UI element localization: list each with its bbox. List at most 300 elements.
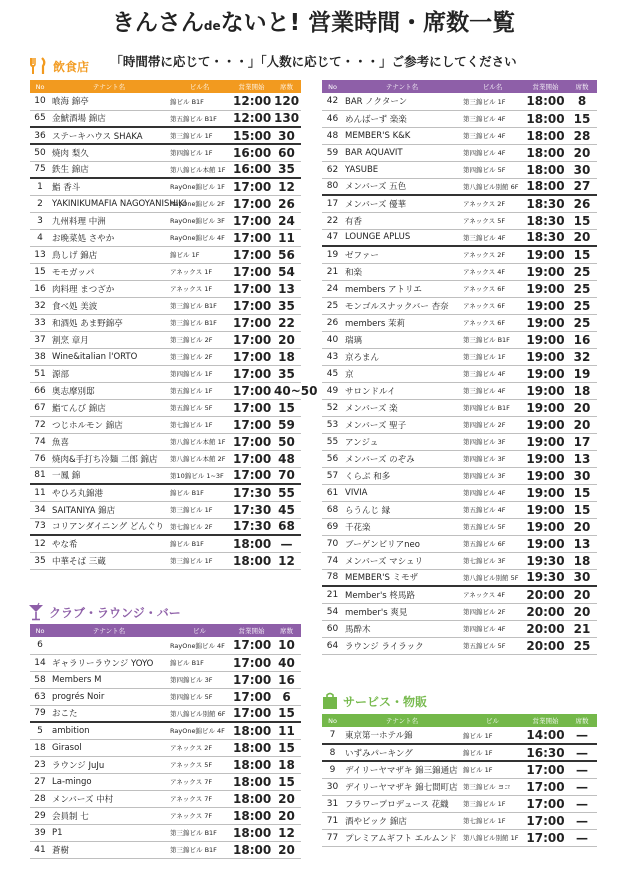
table-row [30,110,301,127]
row-number: 54 [322,603,343,620]
food-table [30,80,318,570]
tenant-name: くらぶ 和多 [343,467,461,484]
seat-count: 15 [567,484,597,501]
building-name: 錦ビル 1F [461,761,524,778]
building-name: 第四錦ビル B1F [461,399,524,416]
building-name: RayOne錦ビル 4F [168,722,231,739]
open-time: 20:00 [524,637,567,654]
tenant-name: 鉄生 錦店 [50,161,168,178]
table-row [322,178,597,195]
building-name: 第四錦ビル 1F [168,144,231,161]
open-time: 17:30 [233,485,272,500]
building-name: アネックス 1F [168,280,231,297]
seat-count: 15 [272,399,301,416]
seat-count: 55 [272,484,301,501]
building-name: 第三錦ビル 2F [168,348,231,365]
building-name: アネックス 6F [461,314,524,331]
row-number: 18 [30,739,50,756]
seat-count: 70 [272,467,301,484]
row-number: 19 [322,246,343,263]
table-row [322,795,597,812]
club-table-right [322,80,597,655]
row-number: 38 [30,348,50,365]
open-time: 18:00 [233,757,272,772]
open-time: 18:00 [233,553,272,568]
seat-count: 11 [272,229,301,246]
open-time: 15:00 [233,128,272,143]
tenant-name: members 茉莉 [343,314,461,331]
building-name: 第四錦ビル 5F [461,161,524,178]
seat-count: 12 [272,178,301,195]
building-name: 第三錦ビル 4F [461,110,524,127]
tenant-name: モモガッパ [50,263,168,280]
col-building: ビル名 [461,80,524,93]
row-number: 71 [322,812,343,829]
building-name: アネックス 7F [168,807,231,824]
open-time: 16:30 [524,744,567,761]
open-time: 17:00 [233,196,272,211]
tenant-name: フラワープロデュース 花織 [343,795,461,812]
building-name: 第三錦ビル 1F [168,127,231,144]
open-time: 18:00 [524,161,567,178]
seat-count: 25 [567,297,597,314]
table-row [322,727,597,744]
building-name: 第三錦ビル B1F [168,824,231,841]
seat-count: 16 [567,331,597,348]
club-section-title: クラブ・ラウンジ・バー [49,605,181,620]
row-number: 23 [30,756,50,773]
table-row [322,110,597,127]
tenant-name: BAR ノクターン [343,93,461,110]
table-row [322,144,597,161]
row-number: 4 [30,229,50,246]
col-open: 営業開始 [231,80,272,93]
seat-count: 40~50 [274,383,318,398]
open-time: 17:00 [233,264,272,279]
tenant-name: 奥志摩別邸 [50,382,168,399]
open-time: 19:30 [524,569,567,586]
open-time: 19:00 [524,246,567,263]
open-time: 18:00 [233,791,272,806]
open-time: 18:00 [524,127,567,144]
open-time: 18:30 [524,229,567,246]
building-name: 第四錦ビル 1F [168,365,231,382]
row-number: 46 [322,110,343,127]
seat-count: 13 [567,535,597,552]
open-time: 18:00 [233,740,272,755]
open-time: 20:00 [524,603,567,620]
open-time: 12:00 [233,111,272,126]
table-row [30,314,301,331]
table-row [322,812,597,829]
row-number: 8 [322,744,343,761]
table-row [322,552,597,569]
row-number: 79 [30,705,50,722]
tenant-name: おこた [50,705,168,722]
row-number: 52 [322,399,343,416]
seat-count: — [567,795,597,812]
building-name: アネックス 4F [461,263,524,280]
building-name: 第四錦ビル 5F [168,688,231,705]
row-number: 17 [322,195,343,212]
open-time: 17:00 [233,366,272,381]
seat-count: — [567,727,597,744]
building-name: 第八錦ビル別館 6F [168,705,231,722]
table-row [322,212,597,229]
table-row [30,654,301,671]
row-number: 11 [30,484,50,501]
building-name: 第三錦ビル 4F [461,229,524,246]
building-name: 錦ビル B1F [168,654,231,671]
row-number: 16 [30,280,50,297]
building-name: 第三錦ビル B1F [168,314,231,331]
table-row [30,229,301,246]
tenant-name: 食べ処 美波 [50,297,168,314]
table-row [322,161,597,178]
table-row [30,552,301,569]
tenant-name: めんばーず 楽楽 [343,110,461,127]
building-name: アネックス 1F [168,263,231,280]
open-time: 17:00 [233,213,272,228]
row-number: 32 [30,297,50,314]
open-time: 19:00 [524,535,567,552]
tenant-name: やな希 [50,535,168,552]
building-name: 第八錦ビル別館 6F [461,178,524,195]
seat-count: 20 [567,518,597,535]
col-no: No [30,80,50,93]
seat-count: 28 [567,127,597,144]
row-number: 58 [30,671,50,688]
seat-count: 20 [567,416,597,433]
seat-count: 68 [272,518,301,535]
open-time: 18:30 [524,212,567,229]
open-time: 19:00 [524,314,567,331]
seat-count: 15 [567,246,597,263]
tenant-name: 和楽 [343,263,461,280]
tenant-name: VIVIA [343,484,461,501]
row-number: 78 [322,569,343,586]
building-name: アネックス 2F [461,195,524,212]
table-row [30,484,301,501]
seat-count: — [567,812,597,829]
tenant-name: メンバーズ マシェリ [343,552,461,569]
table-row [322,744,597,761]
table-row [30,467,301,484]
seat-count: 6 [272,688,301,705]
row-number: 24 [322,280,343,297]
row-number: 7 [322,727,343,744]
table-row [322,586,597,603]
open-time: 17:00 [233,434,272,449]
table-row [30,450,301,467]
open-time: 14:00 [524,727,567,744]
building-name: 第八錦ビル本館 1F [168,433,231,450]
open-time: 19:00 [524,501,567,518]
tenant-name: member's 爽見 [343,603,461,620]
col-open: 営業開始 [231,624,272,637]
row-number: 67 [30,399,50,416]
building-name: 第七錦ビル 3F [461,552,524,569]
tenant-name: ステーキハウス SHAKA [50,127,168,144]
seat-count: 18 [567,382,597,399]
open-time: 17:30 [233,519,272,534]
row-number: 1 [30,178,50,195]
building-name: 第七錦ビル 2F [168,518,231,535]
row-number: 10 [30,93,50,110]
row-number: 51 [30,365,50,382]
open-time: 19:30 [524,552,567,569]
seat-count: 59 [272,416,301,433]
open-time: 20:00 [524,620,567,637]
open-time: 19:00 [524,331,567,348]
table-row [322,484,597,501]
tenant-name: 和酒処 あま野錦亭 [50,314,168,331]
row-number: 55 [322,433,343,450]
tenant-name: 会員制 七 [50,807,168,824]
col-seats: 席数 [567,714,597,727]
row-number: 74 [30,433,50,450]
open-time: 19:00 [524,280,567,297]
table-row [322,637,597,654]
row-number: 59 [322,144,343,161]
open-time: 18:00 [233,808,272,823]
table-row [30,705,301,722]
seat-count: 32 [567,348,597,365]
row-number: 39 [30,824,50,841]
row-number: 64 [322,637,343,654]
tenant-name: サロンドルイ [343,382,461,399]
col-name: テナント名 [50,624,168,637]
open-time: 18:00 [233,842,272,857]
tenant-name: 酒やビック 錦店 [343,812,461,829]
seat-count: 13 [567,450,597,467]
table-row [30,93,301,110]
seat-count: 22 [272,314,301,331]
seat-count: 30 [567,467,597,484]
building-name: アネックス 4F [461,586,524,603]
seat-count: 15 [567,110,597,127]
table-row [30,739,301,756]
table-row [322,603,597,620]
table-row [322,331,597,348]
seat-count: — [567,778,597,795]
table-row [30,399,301,416]
tenant-name: プレミアムギフト エルムンド [343,829,461,846]
row-number: 60 [322,620,343,637]
open-time: 17:00 [233,332,272,347]
tenant-name: 金鯱酒場 錦店 [50,110,168,127]
tenant-name: コリアンダイニング どんぐり [50,518,168,535]
table-row [30,433,301,450]
service-section-header [322,692,427,710]
row-number: 73 [30,518,50,535]
building-name: 錦ビル 1F [461,744,524,761]
table-row [322,778,597,795]
open-time: 19:00 [524,518,567,535]
service-section-title: サービス・物販 [343,694,428,709]
cocktail-glass-icon [28,603,44,621]
table-row [30,195,301,212]
table-row [30,722,301,739]
row-number: 69 [322,518,343,535]
table-row [30,365,301,382]
open-time: 17:00 [524,778,567,795]
row-number: 15 [30,263,50,280]
seat-count: 18 [567,552,597,569]
building-name: 第五錦ビル 5F [168,399,231,416]
seat-count: 20 [272,807,301,824]
tenant-name: 九州料理 中洲 [50,212,168,229]
service-table [322,714,597,847]
building-name: アネックス 2F [461,246,524,263]
open-time: 17:00 [233,672,272,687]
col-building: ビル名 [168,80,231,93]
row-number: 61 [322,484,343,501]
seat-count: 30 [272,127,301,144]
building-name: 第三錦ビル B1F [461,331,524,348]
food-section-title: 飲食店 [53,59,90,74]
building-name: 第三錦ビル 4F [461,382,524,399]
seat-count: — [272,535,301,552]
building-name: 第三錦ビル 4F [461,127,524,144]
row-number: 50 [30,144,50,161]
seat-count: 50 [272,433,301,450]
building-name: RayOne錦ビル 4F [168,229,231,246]
tenant-name: Member's 柊馬路 [343,586,461,603]
seat-count: 20 [272,841,301,858]
seat-count: 130 [274,111,300,126]
tenant-name: 京 [343,365,461,382]
open-time: 17:00 [233,230,272,245]
table-row [30,824,301,841]
table-row [322,382,597,399]
row-number: 57 [322,467,343,484]
table-row [30,263,301,280]
col-name: テナント名 [343,80,461,93]
col-open: 営業開始 [524,80,567,93]
tenant-name: デイリーヤマザキ 錦七間町店 [343,778,461,795]
tenant-name: つじホルモン 錦店 [50,416,168,433]
tenant-name: メンバーズ 聖子 [343,416,461,433]
col-name: テナント名 [343,714,461,727]
building-name: 錦ビル 1F [461,727,524,744]
seat-count: 13 [272,280,301,297]
tenant-name: ブーゲンビリアneo [343,535,461,552]
open-time: 19:00 [524,399,567,416]
tenant-name: BAR AQUAVIT [343,144,461,161]
open-time: 17:00 [233,468,272,483]
table-row [30,773,301,790]
col-building: ビル [461,714,524,727]
table-row [322,399,597,416]
row-number: 47 [322,229,343,246]
tenant-name: YAKINIKUMAFIA NAGOYANISHIKI [50,195,168,212]
seat-count: 56 [272,246,301,263]
row-number: 49 [322,382,343,399]
tenant-name: いずみパーキング [343,744,461,761]
open-time: 18:00 [233,774,272,789]
tenant-name: モンゴルスナックバー 杏奈 [343,297,461,314]
row-number: 74 [322,552,343,569]
table-row [30,841,301,858]
table-row [322,450,597,467]
tenant-name: 一鳳 錦 [50,467,168,484]
table-row [322,829,597,846]
open-time: 19:00 [524,365,567,382]
tenant-name: LOUNGE APLUS [343,229,461,246]
building-name: アネックス 6F [461,280,524,297]
open-time: 18:00 [233,536,272,551]
row-number: 33 [30,314,50,331]
tenant-name: メンバーズ 楽 [343,399,461,416]
row-number: 48 [322,127,343,144]
open-time: 19:00 [524,450,567,467]
row-number: 35 [30,552,50,569]
seat-count: 20 [567,603,597,620]
row-number: 62 [322,161,343,178]
seat-count: — [567,829,597,846]
seat-count: 26 [567,195,597,212]
building-name: アネックス 2F [168,739,231,756]
building-name: 第四錦ビル 2F [461,416,524,433]
building-name: 第七錦ビル 1F [461,812,524,829]
table-row [322,314,597,331]
building-name: アネックス 7F [168,790,231,807]
table-row [322,518,597,535]
tenant-name [50,637,168,654]
tenant-name: progrés Noir [50,688,168,705]
tenant-name: 千花楽 [343,518,461,535]
building-name: アネックス 6F [461,297,524,314]
tenant-name: メンバーズ のぞみ [343,450,461,467]
col-seats: 席数 [272,80,301,93]
open-time: 19:00 [524,348,567,365]
seat-count: 15 [567,501,597,518]
table-row [322,569,597,586]
row-number: 68 [322,501,343,518]
row-number: 70 [322,535,343,552]
row-number: 22 [322,212,343,229]
table-row [30,756,301,773]
seat-count: 35 [272,365,301,382]
seat-count: 25 [567,280,597,297]
table-row [30,144,301,161]
col-name: テナント名 [50,80,168,93]
table-row [30,518,301,535]
tenant-name: 馬酔木 [343,620,461,637]
building-name: 第三錦ビル B1F [168,297,231,314]
tenant-name: Girasol [50,739,168,756]
seat-count: 15 [272,773,301,790]
building-name: 第四錦ビル 3F [461,433,524,450]
seat-count: 17 [567,433,597,450]
table-row [30,161,301,178]
row-number: 13 [30,246,50,263]
building-name: 第四錦ビル 3F [461,467,524,484]
seat-count: 11 [272,722,301,739]
tenant-name: 焼肉 梨久 [50,144,168,161]
building-name: アネックス 7F [168,773,231,790]
row-number: 42 [322,93,343,110]
seat-count: 18 [272,756,301,773]
open-time: 17:00 [524,812,567,829]
seat-count: 15 [272,705,301,722]
row-number: 21 [322,263,343,280]
building-name: 錦ビル B1F [168,535,231,552]
building-name: 第八錦ビル別館 1F [461,829,524,846]
table-row [30,178,301,195]
open-time: 17:00 [233,349,272,364]
